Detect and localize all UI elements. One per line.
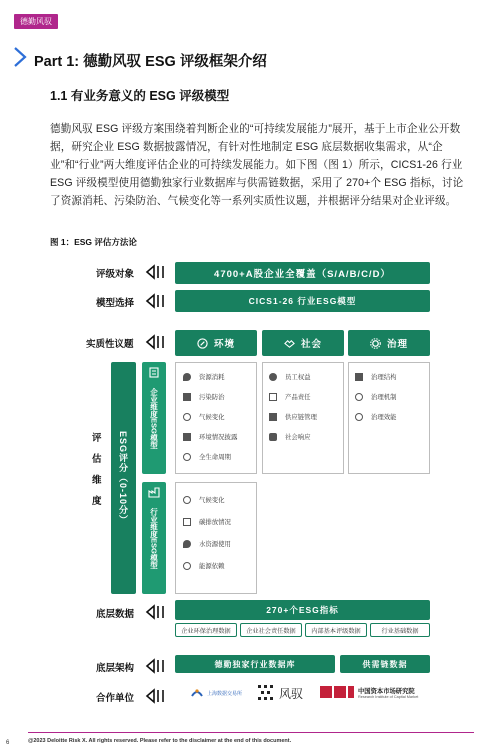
footer-divider	[28, 732, 474, 733]
part-title-text: Part 1: 德勤风驭 ESG 评级框架介绍	[34, 54, 267, 70]
cloud-icon	[183, 413, 191, 421]
gear-icon	[370, 338, 381, 349]
list-item: 水资源使用	[183, 539, 231, 548]
arch-bar-industry-db: 德勤独家行业数据库	[175, 655, 335, 673]
list-item: 员工权益	[269, 372, 311, 381]
drop-icon	[183, 373, 191, 381]
list-item: 气候变化	[183, 495, 225, 504]
left-arrow-icon	[145, 293, 167, 309]
data-source-pill: 企业环保治理数据	[175, 623, 237, 637]
co2-icon	[183, 518, 191, 526]
list-item: 碳排放情况	[183, 517, 231, 526]
category-env-label: 环境	[213, 339, 235, 350]
sdx-logo-icon	[190, 686, 204, 700]
list-item: 治理结构	[355, 372, 397, 381]
row-label-arch: 底层架构	[96, 663, 135, 674]
row-label-data: 底层数据	[96, 609, 135, 620]
brand-tag: 德勤风驭	[14, 14, 58, 29]
data-bar: 270+个ESG指标	[175, 600, 430, 620]
figure-caption: 图 1：ESG 评估方法论	[50, 237, 137, 247]
category-env	[175, 330, 257, 356]
row-label-object: 评级对象	[96, 269, 135, 280]
esg-score-bar: ESG评分（0-10分）	[111, 362, 136, 594]
esg-methodology-diagram	[50, 250, 450, 710]
seal-logo-icon	[320, 684, 354, 700]
list-item: 社会响应	[269, 432, 311, 441]
row-label-partners: 合作单位	[96, 693, 135, 704]
left-arrow-icon	[145, 264, 167, 280]
part-title	[34, 50, 267, 71]
doc-icon	[183, 433, 191, 441]
left-arrow-icon	[145, 658, 167, 674]
handshake-icon	[284, 338, 295, 349]
list-item: 治理效能	[355, 412, 397, 421]
left-arrow-icon	[145, 334, 167, 350]
list-item: 全生命周期	[183, 452, 231, 461]
left-arrow-icon	[145, 688, 167, 704]
enterprise-model-bar: 企业维度ESG模型	[142, 362, 166, 474]
data-source-pill: 内部基本评级数据	[305, 623, 367, 637]
factory-icon	[148, 486, 160, 498]
chat-icon	[269, 433, 277, 441]
clock-icon	[355, 413, 363, 421]
list-item: 气候变化	[183, 412, 225, 421]
list-item: 供应链管理	[269, 412, 317, 421]
list-item: 资源消耗	[183, 372, 225, 381]
body-paragraph: 德勤风驭 ESG 评级方案围绕着判断企业的“可持续发展能力”展开，基于上市企业公开数据，研究企业 ESG 数据披露情况，有针对性地制定 ESG 底层数据收集需求，从“企业”和“行业”两大维度评估企业的可持续发展能力。如下图（图 1）所示，CICS1-26 行业 ESG 评级模型使用德勤独家行业数据库与供需链数据，采用了 270+个 ESG 指标，讨论了资源消耗、污染防治、气候变化等一系列实质性议题，并根据评分结果对企业评级。	[50, 123, 464, 207]
chevron-right-icon	[12, 46, 28, 68]
row-label-dims: 评 估 维 度	[92, 433, 102, 507]
cloud-icon	[183, 496, 191, 504]
data-source-pill: 行业基础数据	[370, 623, 430, 637]
partner-fengyu: 风驭	[257, 684, 303, 702]
building-icon	[148, 366, 160, 378]
factory-icon	[183, 393, 191, 401]
footer-disclaimer: @2023 Deloitte Risk X. All rights reserved. Please refer to the disclaimer at the end of this document.	[28, 738, 292, 744]
list-item: 产品责任	[269, 392, 311, 401]
partner-shanghai-data-exchange: 上海数据交易所	[190, 686, 242, 700]
page-number: 6	[6, 740, 10, 746]
list-item: 环境情况披露	[183, 432, 237, 441]
list-item: 污染防治	[183, 392, 225, 401]
row-label-issues: 实质性议题	[86, 339, 134, 350]
row-label-model: 模型选择	[96, 298, 135, 309]
dots-logo-icon	[257, 684, 275, 702]
category-gov-label: 治理	[386, 339, 408, 350]
partner-research-institute: 中国资本市场研究院 Research Institute of Capital Market	[320, 684, 418, 700]
leaf-icon	[197, 338, 208, 349]
energy-icon	[183, 562, 191, 570]
list-item: 能源依赖	[183, 561, 225, 570]
model-bar: CICS1-26 行业ESG模型	[175, 290, 430, 312]
recycle-icon	[183, 453, 191, 461]
category-soc	[262, 330, 344, 356]
industry-model-bar: 行业维度ESG模型	[142, 482, 166, 594]
section-title: 1.1 有业务意义的 ESG 评级模型	[50, 89, 230, 103]
category-gov	[348, 330, 430, 356]
org-chart-icon	[355, 373, 363, 381]
drop-icon	[183, 540, 191, 548]
people-icon	[269, 373, 277, 381]
arch-bar-supply-chain: 供需链数据	[340, 655, 430, 673]
gear-icon	[355, 393, 363, 401]
list-item: 治理机制	[355, 392, 397, 401]
left-arrow-icon	[145, 604, 167, 620]
data-source-pill: 企业社会责任数据	[240, 623, 302, 637]
object-bar: 4700+A股企业全覆盖（S/A/B/C/D）	[175, 262, 430, 284]
truck-icon	[269, 413, 277, 421]
box-icon	[269, 393, 277, 401]
category-soc-label: 社会	[300, 339, 322, 350]
